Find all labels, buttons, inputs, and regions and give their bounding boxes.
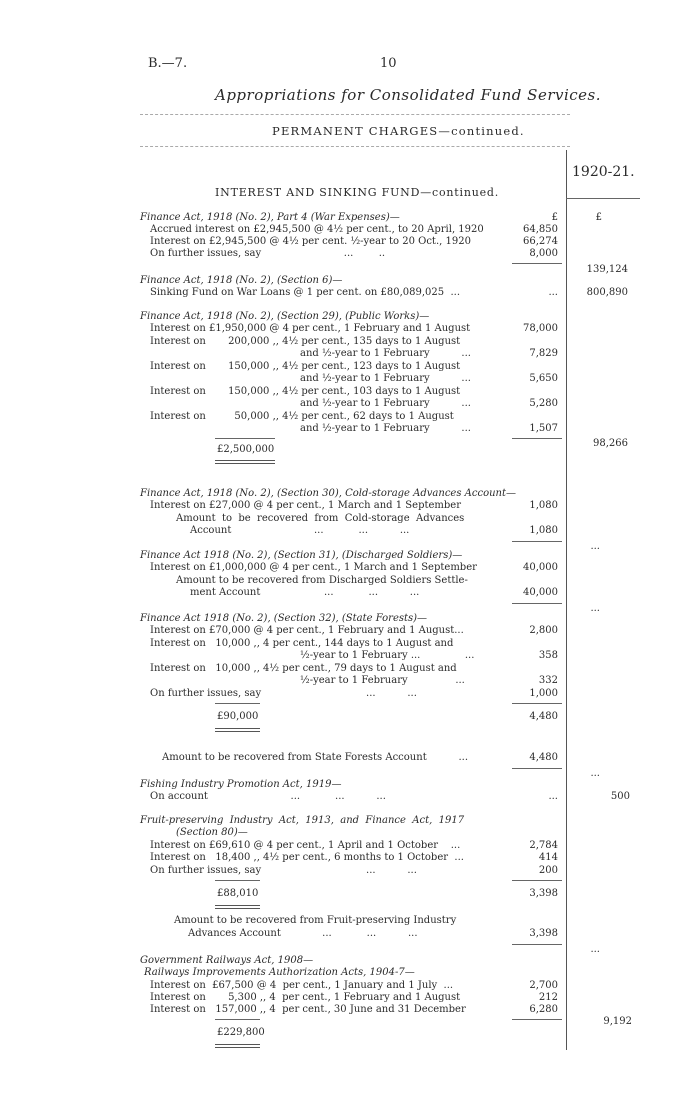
line-item: Interest on £67,500 @ 4 per cent., 1 January and 1 July ...	[150, 980, 454, 991]
year-amount: ...	[590, 603, 600, 614]
line-item: Sinking Fund on War Loans @ 1 per cent. on £80,089,025 ...	[150, 287, 460, 298]
line-item: and ½-year to 1 February ...	[300, 373, 471, 384]
amount: 40,000	[523, 562, 558, 573]
amount: 6,280	[529, 1004, 558, 1015]
line-item: Interest on 50,000 ,, 4½ per cent., 62 days to 1 August	[150, 411, 454, 422]
line-item: Interest on 10,000 ,, 4 per cent., 144 days to 1 August and	[150, 638, 454, 649]
line-item: Amount to be recovered from Fruit-preserving Industry	[174, 915, 457, 926]
amount: 2,700	[529, 980, 558, 991]
amount: 1,000	[529, 688, 558, 699]
amount: ...	[548, 791, 558, 802]
line-item: Interest on £1,000,000 @ 4 per cent., 1 March and 1 September	[150, 562, 477, 573]
act-heading: Government Railways Act, 1908—	[140, 955, 314, 966]
sum-rule	[215, 703, 260, 704]
line-item: On account ... ... ...	[150, 791, 386, 802]
amount: ...	[548, 287, 558, 298]
amount: 212	[538, 992, 558, 1003]
line-item: Accrued interest on £2,945,500 @ 4½ per cent., to 20 April, 1920	[150, 224, 484, 235]
amount: 3,398	[529, 888, 558, 899]
amount: 40,000	[523, 587, 558, 598]
sum-rule	[215, 880, 260, 881]
amount: 358	[538, 650, 558, 661]
amount: 8,000	[529, 248, 558, 259]
amount: 4,480	[529, 752, 558, 763]
line-item: Amount to be recovered from Cold-storage Advances	[176, 513, 465, 524]
page-subtitle: PERMANENT CHARGES—continued.	[272, 124, 525, 138]
amount: 3,398	[529, 928, 558, 939]
line-item: ½-year to 1 February ...	[300, 675, 465, 686]
title-rule	[140, 114, 570, 115]
amount: £	[551, 212, 558, 223]
capital-sum: £229,800	[217, 1027, 265, 1038]
line-item: Interest on 200,000 ,, 4½ per cent., 135 days to 1 August	[150, 336, 461, 347]
amount: 1,080	[529, 525, 558, 536]
sum-rule	[215, 1019, 260, 1020]
line-item: Interest on 18,400 ,, 4½ per cent., 6 months to 1 October ...	[150, 852, 464, 863]
year-amount: ...	[590, 541, 600, 552]
year-column-header: 1920-21.	[572, 164, 635, 180]
line-item: Interest on 5,300 ,, 4 per cent., 1 February and 1 August	[150, 992, 461, 1003]
year-amount: ...	[590, 768, 600, 779]
year-amount: 139,124	[586, 264, 628, 275]
line-item: ½-year to 1 February ... ...	[300, 650, 475, 661]
amount: 2,784	[529, 840, 558, 851]
document-reference: B.—7.	[148, 56, 188, 71]
capital-sum: £90,000	[217, 711, 259, 722]
page-title: Appropriations for Consolidated Fund Services.	[215, 86, 602, 104]
line-item: Account ... ... ...	[190, 525, 410, 536]
act-heading: (Section 80)—	[176, 827, 248, 838]
line-item: and ½-year to 1 February ...	[300, 348, 471, 359]
amount: 1,080	[529, 500, 558, 511]
year-amount: £	[595, 212, 602, 223]
act-heading: Finance Act 1918 (No. 2), (Section 32), (State Forests)—	[140, 613, 428, 624]
section-heading: INTEREST AND SINKING FUND—continued.	[215, 186, 500, 199]
year-amount: 500	[610, 791, 630, 802]
double-rule	[215, 460, 275, 464]
year-amount: ...	[590, 944, 600, 955]
subtotal-rule	[512, 703, 562, 704]
amount: 200	[538, 865, 558, 876]
amount: 66,274	[523, 236, 558, 247]
line-item: On further issues, say ... ..	[150, 248, 386, 259]
line-item: On further issues, say ... ...	[150, 865, 417, 876]
line-item: Interest on 150,000 ,, 4½ per cent., 103 days to 1 August	[150, 386, 461, 397]
year-amount: 9,192	[603, 1016, 632, 1027]
capital-sum: £2,500,000	[217, 444, 275, 455]
subtitle-rule	[140, 146, 570, 147]
line-item: Interest on 10,000 ,, 4½ per cent., 79 days to 1 August and	[150, 663, 457, 674]
line-item: Advances Account ... ... ...	[188, 928, 418, 939]
amount: 2,800	[529, 625, 558, 636]
amount: 78,000	[523, 323, 558, 334]
line-item: Amount to be recovered from Discharged Soldiers Settle-	[176, 575, 468, 586]
subtotal-rule	[512, 1019, 562, 1020]
subtotal-rule	[512, 880, 562, 881]
line-item: Interest on £70,000 @ 4 per cent., 1 February and 1 August...	[150, 625, 464, 636]
line-item: ment Account ... ... ...	[190, 587, 420, 598]
amount: 5,650	[529, 373, 558, 384]
line-item: Interest on £69,610 @ 4 per cent., 1 April and 1 October ...	[150, 840, 461, 851]
line-item: On further issues, say ... ...	[150, 688, 417, 699]
act-heading: Fruit-preserving Industry Act, 1913, and Finance Act, 1917	[140, 815, 465, 826]
subtotal-rule	[512, 438, 562, 439]
act-heading: Fishing Industry Promotion Act, 1919—	[140, 779, 342, 790]
line-item: Interest on £27,000 @ 4 per cent., 1 March and 1 September	[150, 500, 461, 511]
double-rule	[215, 728, 260, 732]
year-header-rule	[566, 198, 640, 199]
line-item: Interest on 150,000 ,, 4½ per cent., 123 days to 1 August	[150, 361, 461, 372]
line-item: Interest on £2,945,500 @ 4½ per cent. ½-year to 20 Oct., 1920	[150, 236, 471, 247]
act-heading: Finance Act, 1918 (No. 2), (Section 30), Cold-storage Advances Account—	[140, 488, 516, 499]
line-item: and ½-year to 1 February ...	[300, 423, 471, 434]
amount: 4,480	[529, 711, 558, 722]
act-heading: Finance Act, 1918 (No. 2), (Section 29), (Public Works)—	[140, 311, 430, 322]
line-item: Interest on £1,950,000 @ 4 per cent., 1 February and 1 August	[150, 323, 471, 334]
amount: 414	[538, 852, 558, 863]
year-amount: 98,266	[593, 438, 628, 449]
double-rule	[215, 905, 260, 909]
line-item: Interest on 157,000 ,, 4 per cent., 30 June and 31 December	[150, 1004, 466, 1015]
year-column-divider	[566, 150, 567, 1050]
subtotal-rule	[512, 263, 562, 264]
amount: 64,850	[523, 224, 558, 235]
line-item: Amount to be recovered from State Forests Account ...	[162, 752, 469, 763]
amount: 1,507	[529, 423, 558, 434]
line-item: and ½-year to 1 February ...	[300, 398, 471, 409]
capital-sum: £88,010	[217, 888, 259, 899]
act-heading: Finance Act, 1918 (No. 2), Part 4 (War Expenses)—	[140, 212, 400, 223]
year-amount: 800,890	[586, 287, 628, 298]
page-number: 10	[380, 56, 397, 71]
act-heading: Finance Act 1918 (No. 2), (Section 31), (Discharged Soldiers)—	[140, 550, 463, 561]
amount: 7,829	[529, 348, 558, 359]
double-rule	[215, 1044, 260, 1048]
act-heading: Railways Improvements Authorization Acts, 1904-7—	[144, 967, 415, 978]
amount: 5,280	[529, 398, 558, 409]
sum-rule	[215, 438, 275, 439]
act-heading: Finance Act, 1918 (No. 2), (Section 6)—	[140, 275, 343, 286]
amount: 332	[538, 675, 558, 686]
